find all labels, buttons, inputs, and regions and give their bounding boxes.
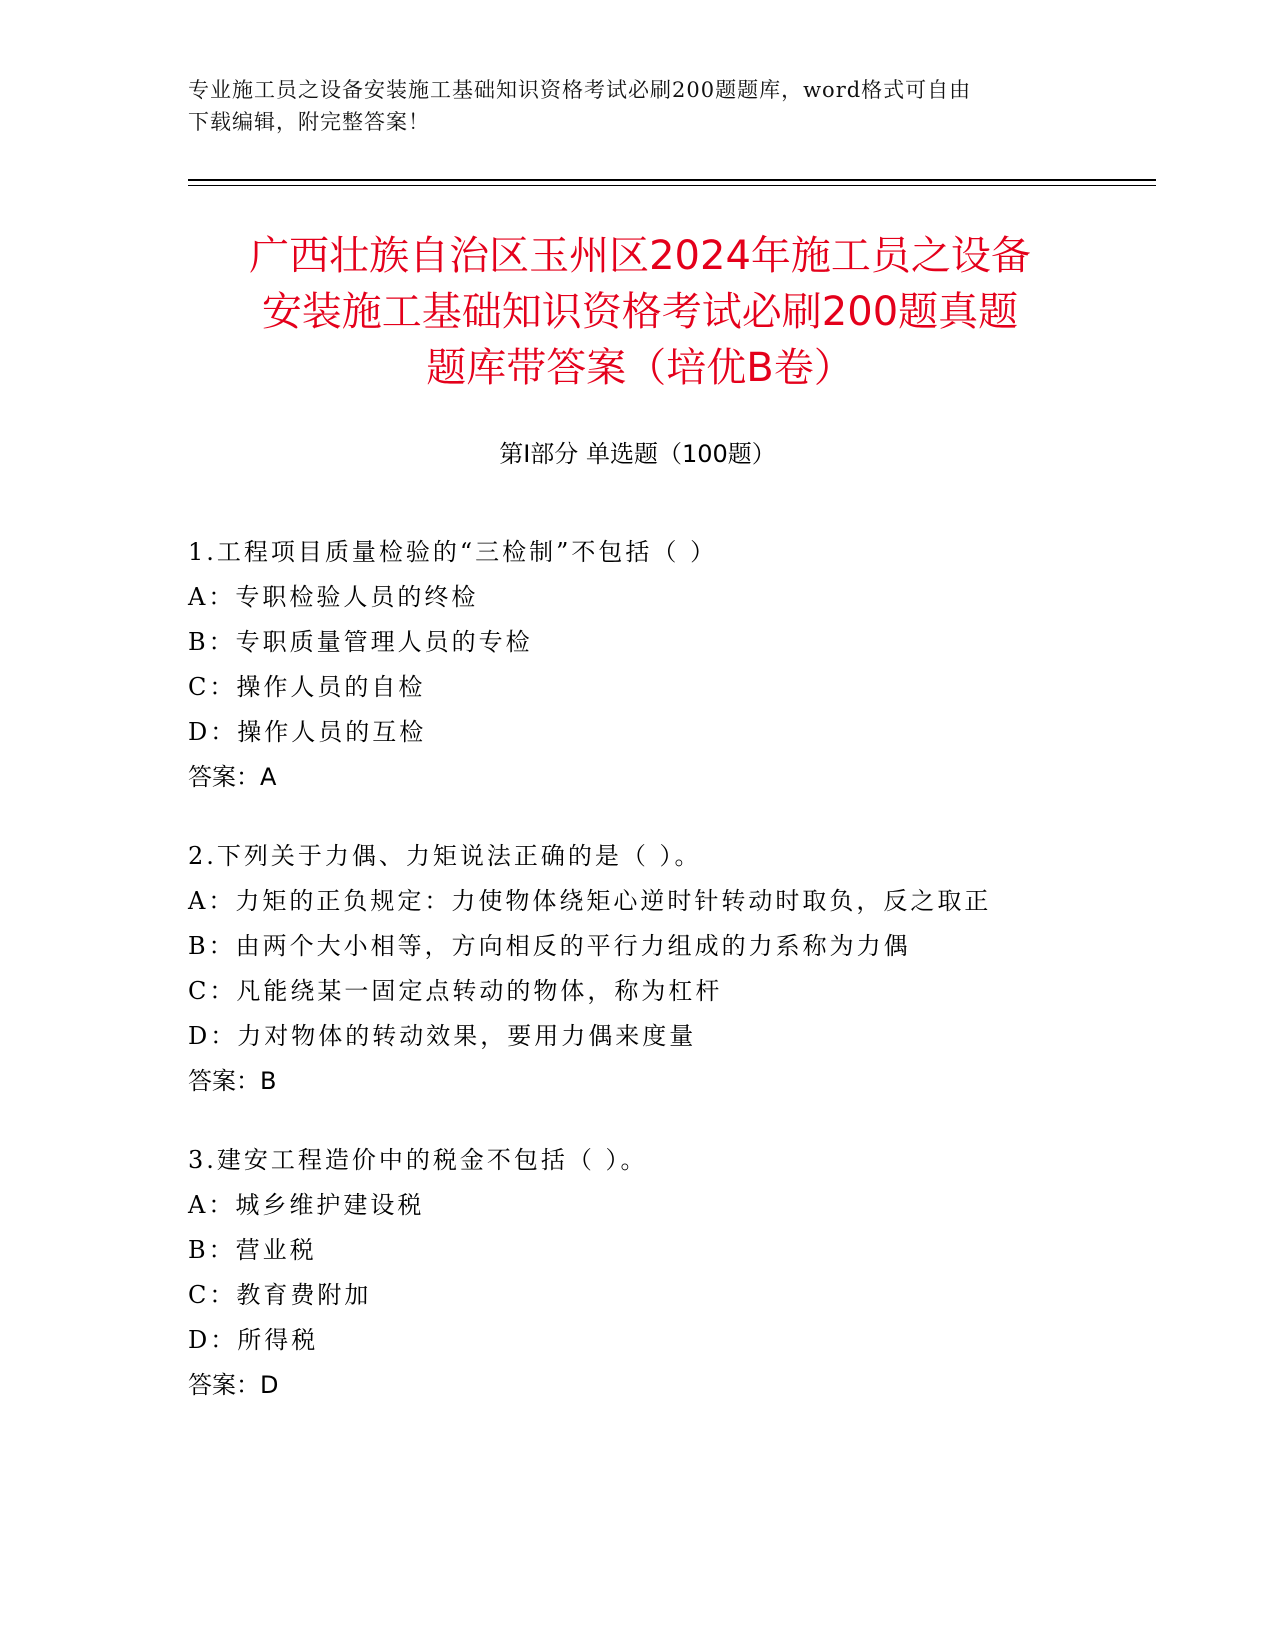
option-c: C：凡能绕某一固定点转动的物体，称为杠杆 [188,977,723,1005]
option-b: B：由两个大小相等，方向相反的平行力组成的力系称为力偶 [188,932,911,960]
question-stem: 2.下列关于力偶、力矩说法正确的是（ ）。 [188,842,702,870]
question-item [188,834,1148,1104]
question-list [188,530,1148,1442]
header-note-line-2: 下载编辑，附完整答案！ [188,110,430,134]
header-note-line-1: 专业施工员之设备安装施工基础知识资格考试必刷200题题库，word格式可自由 [188,78,972,102]
question-item [188,530,1148,800]
question-item [188,1138,1148,1408]
question-stem: 3.建安工程造价中的税金不包括（ ）。 [188,1146,648,1174]
option-a: A：力矩的正负规定：力使物体绕矩心逆时针转动时取负，反之取正 [188,887,992,915]
option-d: D：操作人员的互检 [188,718,427,746]
document-title [160,228,1120,396]
question-stem: 1.工程项目质量检验的“三检制”不包括（ ） [188,538,718,566]
option-c: C：操作人员的自检 [188,673,426,701]
title-line-1: 广西壮族自治区玉州区2024年施工员之设备 [249,233,1031,279]
option-d: D：力对物体的转动效果，要用力偶来度量 [188,1022,697,1050]
title-line-2: 安装施工基础知识资格考试必刷200题真题 [261,289,1019,335]
answer-key: 答案：B [188,1067,277,1095]
option-d: D：所得税 [188,1326,319,1354]
answer-key: 答案：D [188,1371,279,1399]
option-a: A：专职检验人员的终检 [188,583,479,611]
option-b: B：营业税 [188,1236,317,1264]
header-divider-thick [188,179,1156,181]
section-heading: 第Ⅰ部分 单选题（100题） [499,440,776,468]
header-divider-thin [188,185,1156,186]
document-header-note [188,74,1088,138]
title-line-3: 题库带答案（培优B卷） [426,345,854,391]
answer-key: 答案：A [188,763,277,791]
option-b: B：专职质量管理人员的专检 [188,628,533,656]
option-a: A：城乡维护建设税 [188,1191,425,1219]
option-c: C：教育费附加 [188,1281,372,1309]
